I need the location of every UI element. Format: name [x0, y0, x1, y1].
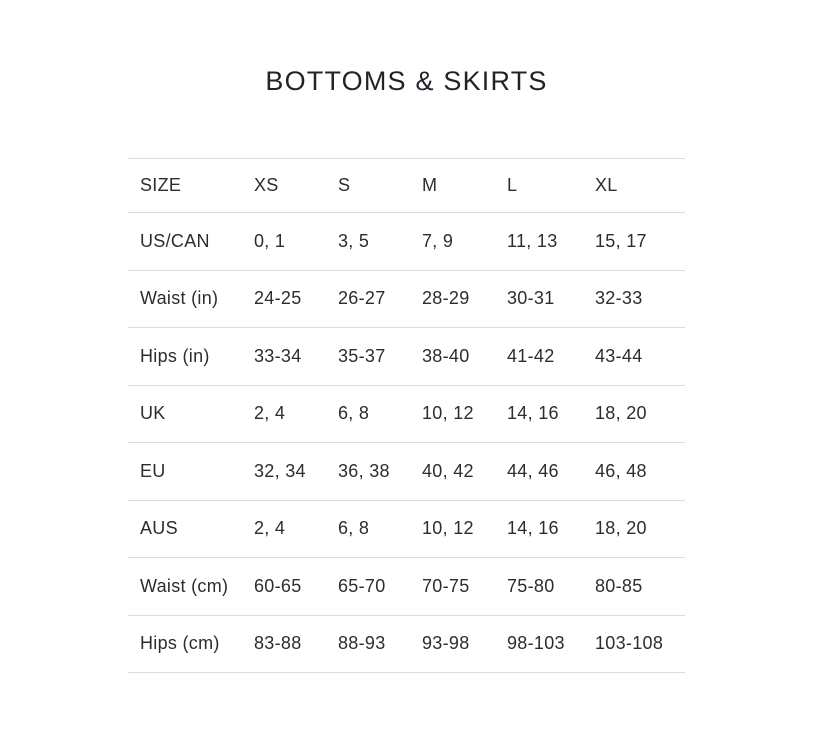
table-cell: 93-98 [422, 633, 470, 654]
table-row [128, 270, 685, 328]
table-row [128, 558, 685, 616]
row-label: US/CAN [140, 230, 210, 251]
table-body [128, 213, 685, 673]
table-cell: 43-44 [595, 345, 643, 366]
table-row [128, 615, 685, 673]
table-cell: 14, 16 [507, 518, 559, 539]
column-header-size: SIZE [140, 175, 182, 195]
table-cell: 32-33 [595, 288, 643, 309]
table-row [128, 328, 685, 386]
column-header-s: S [338, 175, 351, 195]
size-chart-table [128, 158, 685, 673]
table-cell: 83-88 [254, 633, 302, 654]
table-row [128, 213, 685, 271]
table-cell: 26-27 [338, 288, 386, 309]
table-cell: 10, 12 [422, 518, 474, 539]
table-row [128, 385, 685, 443]
row-label: Waist (cm) [140, 575, 229, 596]
table-cell: 6, 8 [338, 518, 370, 539]
table-cell: 28-29 [422, 288, 470, 309]
row-label: Waist (in) [140, 288, 219, 309]
table-cell: 30-31 [507, 288, 555, 309]
column-header-xs: XS [254, 175, 279, 195]
table-cell: 44, 46 [507, 460, 559, 481]
table-cell: 7, 9 [422, 230, 454, 251]
row-label: UK [140, 403, 166, 424]
table-cell: 24-25 [254, 288, 302, 309]
table-cell: 65-70 [338, 575, 386, 596]
table-cell: 41-42 [507, 345, 555, 366]
table-cell: 60-65 [254, 575, 302, 596]
row-label: EU [140, 460, 166, 481]
table-cell: 2, 4 [254, 518, 286, 539]
row-label: AUS [140, 518, 178, 539]
table-cell: 38-40 [422, 345, 470, 366]
table-cell: 98-103 [507, 633, 565, 654]
table-cell: 18, 20 [595, 403, 647, 424]
table-row [128, 500, 685, 558]
table-cell: 70-75 [422, 575, 470, 596]
table-header [128, 159, 685, 213]
column-header-m: M [422, 175, 438, 195]
page-title: BOTTOMS & SKIRTS [265, 66, 548, 96]
table-cell: 32, 34 [254, 460, 306, 481]
column-header-l: L [507, 175, 518, 195]
table-cell: 14, 16 [507, 403, 559, 424]
table-cell: 0, 1 [254, 230, 286, 251]
table-cell: 3, 5 [338, 230, 370, 251]
table-cell: 33-34 [254, 345, 302, 366]
column-header-xl: XL [595, 175, 618, 195]
table-cell: 18, 20 [595, 518, 647, 539]
table-cell: 75-80 [507, 575, 555, 596]
row-label: Hips (cm) [140, 633, 220, 654]
table-cell: 103-108 [595, 633, 664, 654]
table-cell: 35-37 [338, 345, 386, 366]
table-cell: 88-93 [338, 633, 386, 654]
table-cell: 36, 38 [338, 460, 390, 481]
table-cell: 2, 4 [254, 403, 286, 424]
table-cell: 10, 12 [422, 403, 474, 424]
table-cell: 15, 17 [595, 230, 647, 251]
table-cell: 46, 48 [595, 460, 647, 481]
table-row [128, 443, 685, 501]
table-cell: 11, 13 [507, 230, 558, 251]
table-cell: 80-85 [595, 575, 643, 596]
table-cell: 40, 42 [422, 460, 474, 481]
header-row [128, 159, 685, 213]
table-cell: 6, 8 [338, 403, 370, 424]
row-label: Hips (in) [140, 345, 210, 366]
